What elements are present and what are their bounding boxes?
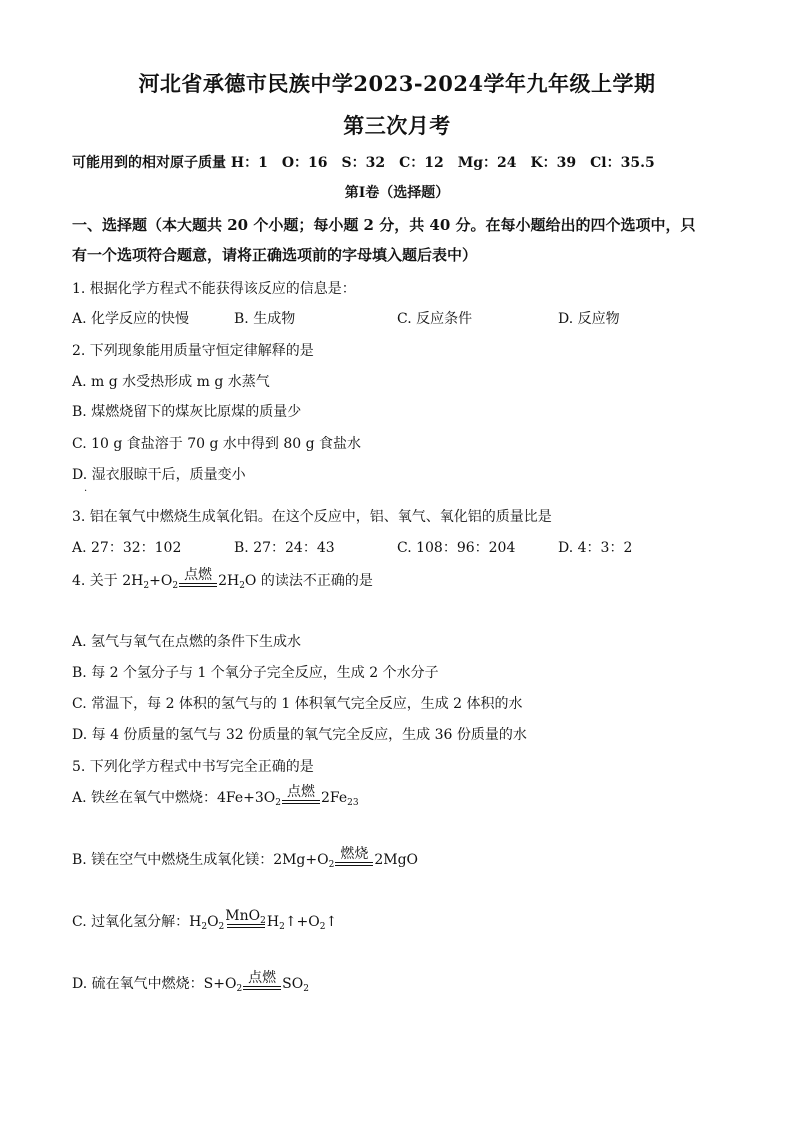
atomic-mass-note: 可能用到的相对原子质量 H：1 O：16 S：32 C：12 Mg：24 K：39 Cl：35.5 (72, 155, 655, 171)
q1-option-b: B. 生成物 (234, 311, 296, 327)
q5-d-condition: 点燃 (243, 970, 281, 990)
q4-prefix: 4. 关于 2H (72, 573, 144, 589)
q5-a-condition: 点燃 (282, 784, 320, 804)
q2-stem: 2. 下列现象能用质量守恒定律解释的是 (72, 343, 314, 359)
q4-reaction-condition: 点燃 (179, 567, 217, 587)
q5-option-a: A. 铁丝在氧气中燃烧：$4Fe+3O_2$ 点燃 $2Fe_{23}$ (72, 784, 359, 808)
q2-option-a: A. m g 水受热形成 m g 水蒸气 (72, 374, 270, 390)
q3-stem: 3. 铝在氧气中燃烧生成氧化铝。在这个反应中，铝、氧气、氧化铝的质量比是 (72, 509, 552, 525)
volume-heading: 第I卷（选择题） (344, 185, 450, 201)
q2-option-c: C. 10 g 食盐溶于 70 g 水中得到 80 g 食盐水 (72, 436, 362, 452)
q4-option-a: A. 氢气与氧气在点燃的条件下生成水 (72, 634, 302, 650)
q5-option-d: D. 硫在氧气中燃烧：$S+O_2$ 点燃 $SO_2$ (72, 970, 309, 994)
q1-option-c: C. 反应条件 (397, 311, 473, 327)
q5-option-b: B. 镁在空气中燃烧生成氧化镁：$2Mg+O_2$ 燃烧 2MgO (72, 846, 419, 870)
q4-option-d: D. 每 4 份质量的氢气与 32 份质量的氧气完全反应，生成 36 份质量的水 (72, 727, 527, 743)
q1-option-d: D. 反应物 (558, 311, 620, 327)
q3-option-d: D. 4：3：2 (558, 540, 633, 556)
q1-option-a: A. 化学反应的快慢 (72, 311, 190, 327)
q4-option-b: B. 每 2 个氢分子与 1 个氧分子完全反应，生成 2 个水分子 (72, 665, 439, 681)
q5-b-condition: 燃烧 (335, 846, 373, 866)
q3-option-c: C. 108：96：204 (397, 540, 516, 556)
q3-option-a: A. 27：32：102 (72, 540, 182, 556)
q1-stem: 1. 根据化学方程式不能获得该反应的信息是： (72, 281, 356, 297)
exam-title-line2: 第三次月考 (343, 113, 451, 138)
section-instructions-line2: 有一个选项符合题意，请将正确选项前的字母填入题后表中） (72, 246, 478, 264)
q5-stem: 5. 下列化学方程式中书写完全正确的是 (72, 759, 314, 775)
q4-stem: 4. 关于 $2H_2+O_2$ 点燃 $2H_2O$ 的读法不正确的是 (72, 567, 373, 591)
q2-option-d: D. 湿衣服晾干后，质量变小 (72, 467, 246, 483)
q2-option-b: B. 煤燃烧留下的煤灰比原煤的质量少 (72, 404, 302, 420)
section-instructions-line1: 一、选择题（本大题共 20 个小题；每小题 2 分，共 40 分。在每小题给出的四个选项中，只 (72, 216, 696, 234)
q3-option-b: B. 27：24：43 (234, 540, 335, 556)
stray-dot: . (84, 483, 88, 494)
exam-title-line1: 河北省承德市民族中学2023-2024学年九年级上学期 (138, 71, 656, 96)
q5-c-catalyst: MnO$_2$ (225, 908, 266, 926)
q4-option-c: C. 常温下，每 2 体积的氢气与的 1 体积氧气完全反应，生成 2 体积的水 (72, 696, 523, 712)
q5-option-c: C. 过氧化氢分解：$H_2O_2$ MnO$_2$ $H_2↑+O_2↑$ (72, 908, 338, 932)
